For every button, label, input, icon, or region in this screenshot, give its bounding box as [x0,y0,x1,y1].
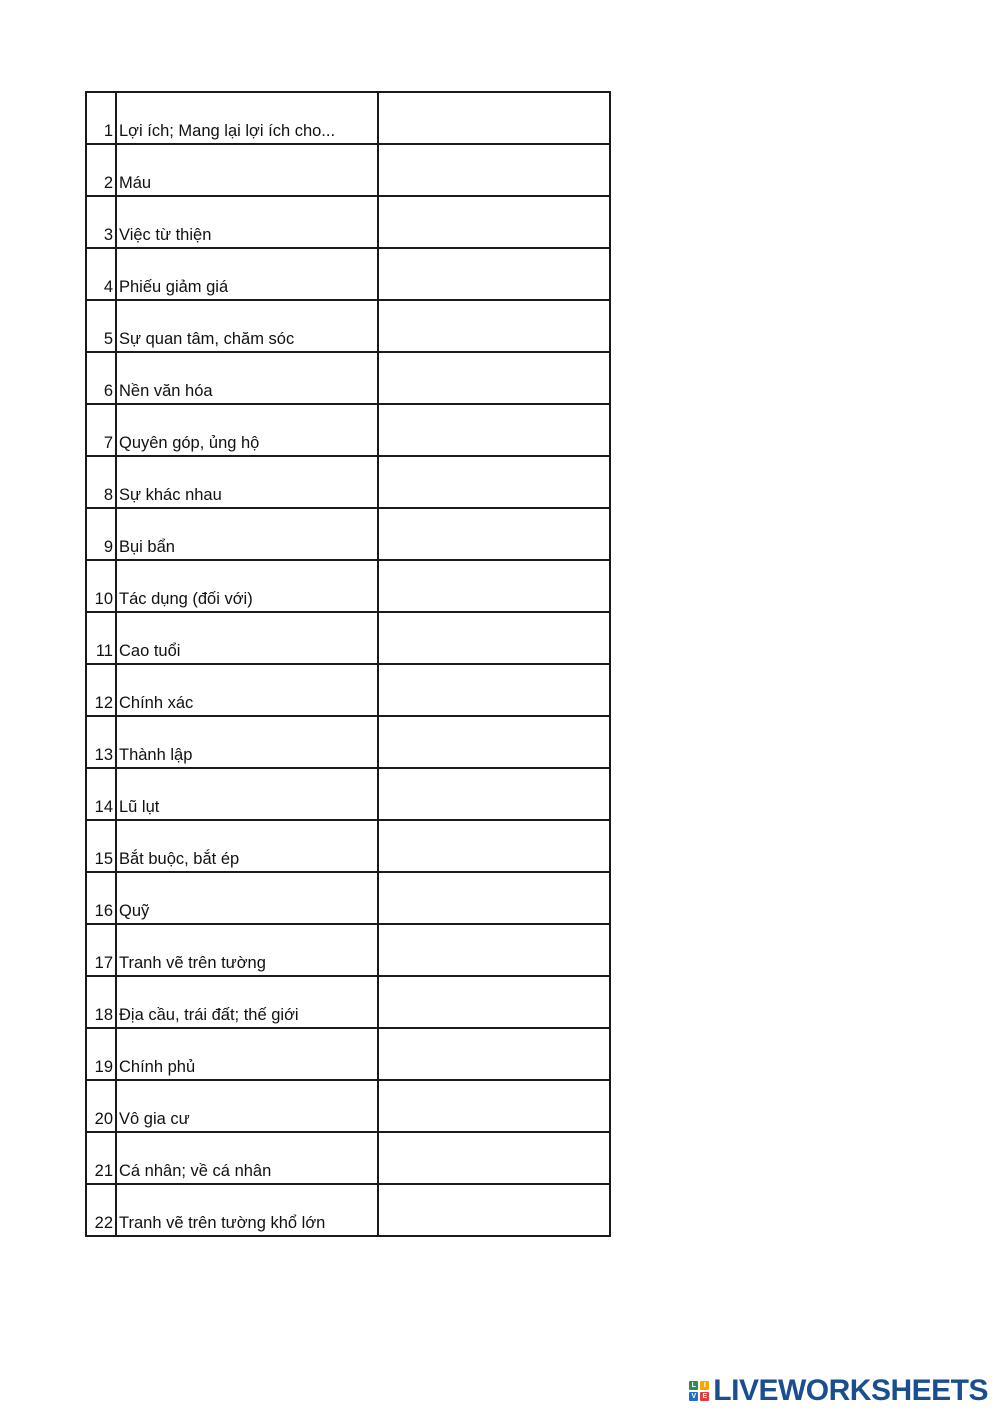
liveworksheets-wordmark: LIVEWORKSHEETS [713,1374,988,1407]
answer-input[interactable] [379,925,609,975]
logo-letter-e: E [700,1392,709,1401]
table-row [86,768,610,820]
row-number: 16 [94,901,113,920]
vocabulary-rows [86,92,610,1236]
row-number-cell [86,508,116,560]
row-number-cell [86,1028,116,1080]
vietnamese-term-cell [116,924,378,976]
row-number-cell [86,560,116,612]
table-row [86,1184,610,1236]
vietnamese-term-cell [116,664,378,716]
logo-letter-i: I [700,1381,709,1390]
row-number-cell [86,820,116,872]
liveworksheets-logo-icon [689,1381,709,1401]
row-number: 13 [94,745,113,764]
answer-cell [378,196,610,248]
table-row [86,1028,610,1080]
row-number-cell [86,248,116,300]
table-row [86,196,610,248]
table-row [86,1132,610,1184]
row-number: 1 [103,121,113,140]
row-number: 22 [94,1213,113,1232]
vietnamese-term-cell [116,768,378,820]
row-number: 10 [94,589,113,608]
vietnamese-term: Lợi ích; Mang lại lợi ích cho... [119,121,336,140]
table-row [86,300,610,352]
table-row [86,456,610,508]
vietnamese-term: Thành lập [119,745,193,764]
answer-cell [378,248,610,300]
table-row [86,248,610,300]
row-number-cell [86,664,116,716]
row-number: 8 [103,485,113,504]
answer-cell [378,664,610,716]
answer-input[interactable] [379,93,609,143]
table-row [86,976,610,1028]
vietnamese-term: Chính phủ [119,1057,196,1076]
vietnamese-term: Việc từ thiện [119,225,212,244]
row-number: 9 [103,537,113,556]
answer-cell [378,1080,610,1132]
logo-letter-v: V [689,1392,698,1401]
vietnamese-term-cell [116,716,378,768]
row-number-cell [86,716,116,768]
row-number-cell [86,456,116,508]
vietnamese-term: Cao tuổi [119,641,181,660]
vietnamese-term: Sự quan tâm, chăm sóc [119,329,295,348]
vietnamese-term-cell [116,1080,378,1132]
answer-cell [378,560,610,612]
vietnamese-term: Nền văn hóa [119,381,213,400]
table-row [86,612,610,664]
row-number: 18 [94,1005,113,1024]
answer-input[interactable] [379,717,609,767]
table-row [86,144,610,196]
answer-cell [378,1028,610,1080]
table-row [86,872,610,924]
answer-input[interactable] [379,509,609,559]
vietnamese-term-cell [116,1184,378,1236]
answer-input[interactable] [379,613,609,663]
row-number: 6 [103,381,113,400]
row-number: 20 [94,1109,113,1128]
answer-input[interactable] [379,1081,609,1131]
answer-cell [378,352,610,404]
row-number: 7 [103,433,113,452]
answer-cell [378,924,610,976]
table-row [86,716,610,768]
row-number: 4 [103,277,113,296]
row-number: 21 [94,1161,113,1180]
answer-input[interactable] [379,1185,609,1235]
vietnamese-term: Tranh vẽ trên tường [119,953,266,972]
answer-input[interactable] [379,561,609,611]
row-number-cell [86,768,116,820]
liveworksheets-brand [689,1376,988,1406]
vietnamese-term: Tác dụng (đối với) [119,589,253,608]
vietnamese-term-cell [116,1132,378,1184]
vietnamese-term-cell [116,560,378,612]
table-row [86,352,610,404]
answer-cell [378,300,610,352]
row-number-cell [86,352,116,404]
answer-input[interactable] [379,977,609,1027]
vietnamese-term: Cá nhân; về cá nhân [119,1161,272,1180]
answer-input[interactable] [379,145,609,195]
answer-input[interactable] [379,821,609,871]
answer-cell [378,1184,610,1236]
row-number-cell [86,924,116,976]
answer-cell [378,92,610,144]
vietnamese-term-cell [116,456,378,508]
answer-cell [378,872,610,924]
vietnamese-term-cell [116,300,378,352]
row-number-cell [86,404,116,456]
answer-cell [378,976,610,1028]
answer-cell [378,404,610,456]
row-number: 12 [94,693,113,712]
table-row [86,508,610,560]
row-number-cell [86,1132,116,1184]
row-number: 11 [95,641,113,660]
vietnamese-term: Bụi bẩn [119,537,175,556]
vietnamese-term-cell [116,352,378,404]
answer-input[interactable] [379,457,609,507]
answer-input[interactable] [379,405,609,455]
vietnamese-term: Vô gia cư [119,1109,190,1128]
row-number-cell [86,976,116,1028]
vietnamese-term: Chính xác [119,693,194,712]
vietnamese-term-cell [116,976,378,1028]
answer-cell [378,820,610,872]
row-number-cell [86,612,116,664]
answer-input[interactable] [379,665,609,715]
answer-input[interactable] [379,353,609,403]
answer-input[interactable] [379,873,609,923]
table-row [86,1080,610,1132]
vietnamese-term-cell [116,92,378,144]
vietnamese-term: Máu [119,173,152,192]
table-row [86,820,610,872]
vietnamese-term: Tranh vẽ trên tường khổ lớn [119,1213,326,1232]
vietnamese-term-cell [116,872,378,924]
vietnamese-term: Phiếu giảm giá [119,277,229,296]
vietnamese-term: Địa cầu, trái đất; thế giới [119,1005,299,1024]
row-number: 3 [103,225,113,244]
vietnamese-term-cell [116,612,378,664]
row-number-cell [86,196,116,248]
answer-cell [378,144,610,196]
answer-input[interactable] [379,1029,609,1079]
vietnamese-term-cell [116,248,378,300]
vietnamese-term-cell [116,1028,378,1080]
row-number-cell [86,144,116,196]
row-number-cell [86,1080,116,1132]
answer-input[interactable] [379,197,609,247]
row-number-cell [86,300,116,352]
answer-cell [378,1132,610,1184]
vietnamese-term: Quyên góp, ủng hộ [119,433,260,452]
row-number: 2 [103,173,113,192]
vietnamese-term-cell [116,404,378,456]
vietnamese-term: Bắt buộc, bắt ép [119,849,240,868]
table-row [86,404,610,456]
row-number: 14 [94,797,113,816]
answer-cell [378,508,610,560]
row-number-cell [86,92,116,144]
vietnamese-term-cell [116,820,378,872]
vietnamese-term: Lũ lụt [119,797,160,816]
row-number: 15 [94,849,113,868]
vietnamese-term: Quỹ [119,901,150,920]
vietnamese-term: Sự khác nhau [119,485,222,504]
answer-input[interactable] [379,769,609,819]
table-row [86,664,610,716]
table-row [86,924,610,976]
row-number-cell [86,1184,116,1236]
logo-letter-l: L [689,1381,698,1390]
table-row [86,560,610,612]
vietnamese-term-cell [116,508,378,560]
answer-input[interactable] [379,249,609,299]
table-row [86,92,610,144]
vocabulary-table [85,91,611,1237]
answer-cell [378,716,610,768]
row-number-cell [86,872,116,924]
row-number: 19 [94,1057,113,1076]
answer-input[interactable] [379,301,609,351]
row-number: 17 [94,953,113,972]
answer-cell [378,768,610,820]
answer-cell [378,612,610,664]
row-number: 5 [103,329,113,348]
vietnamese-term-cell [116,196,378,248]
answer-cell [378,456,610,508]
answer-input[interactable] [379,1133,609,1183]
vietnamese-term-cell [116,144,378,196]
